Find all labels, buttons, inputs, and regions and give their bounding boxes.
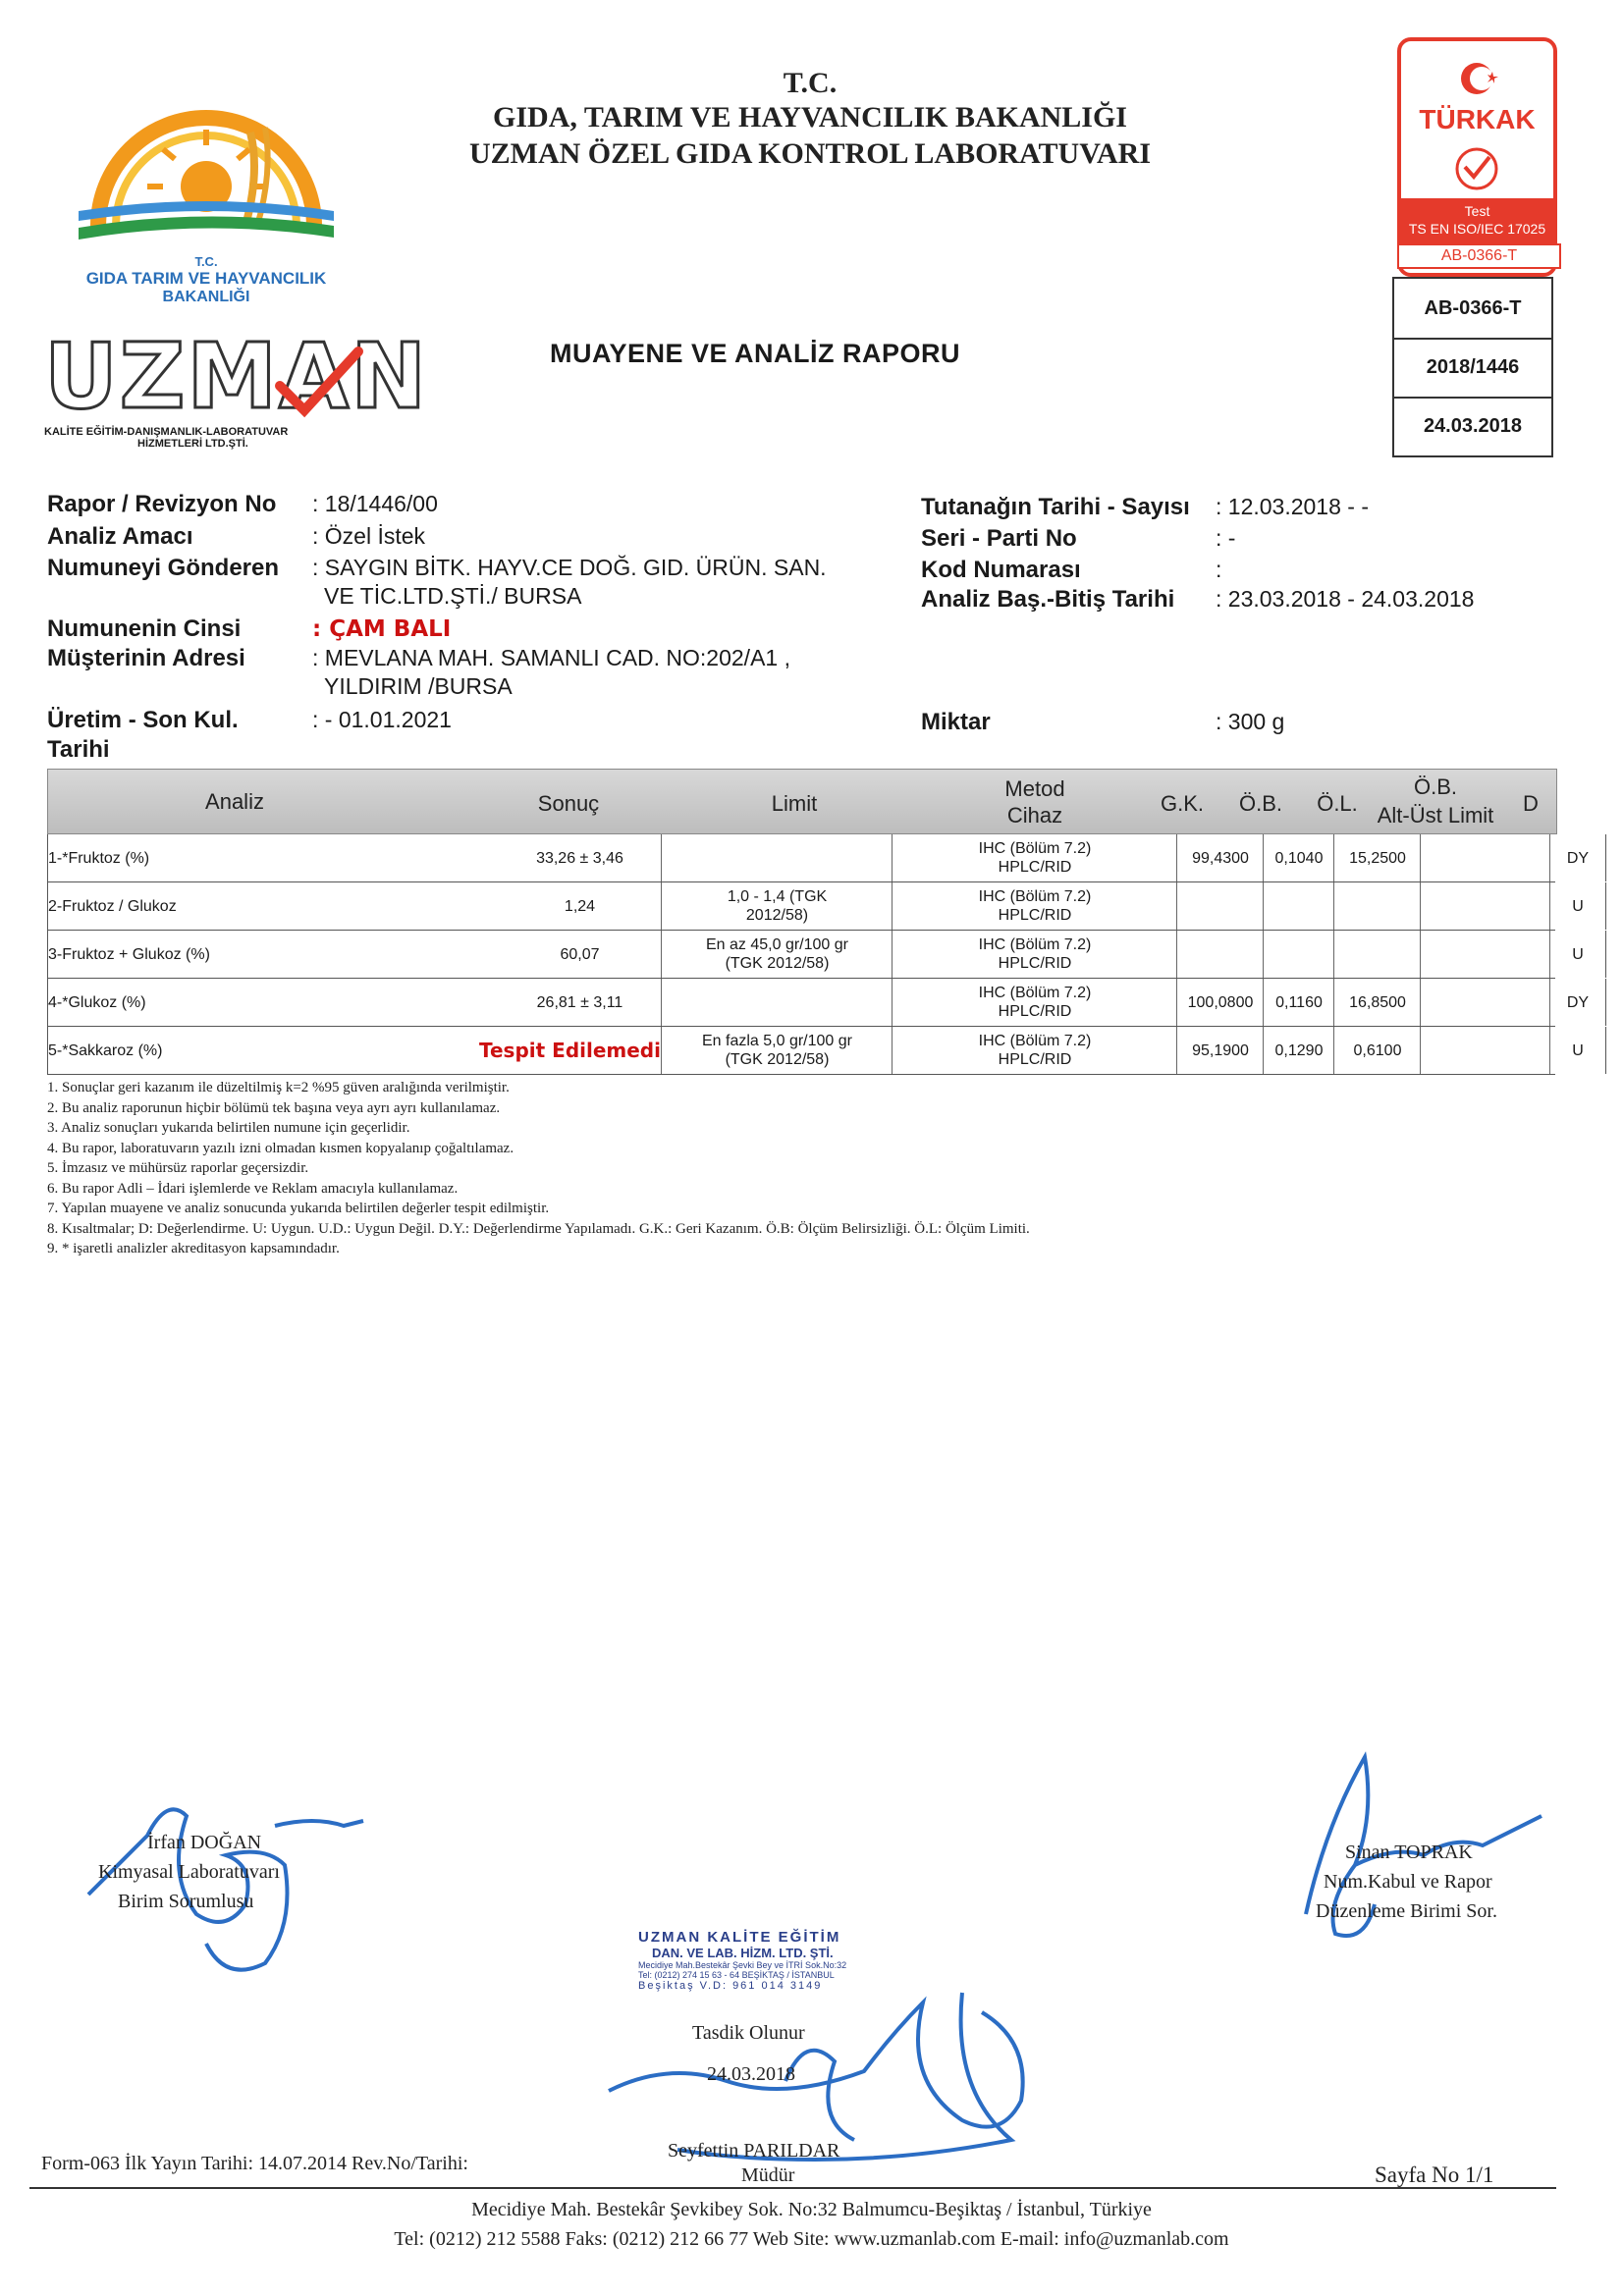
cell-cihaz: HPLC/RID: [998, 955, 1072, 972]
signer-right-dept: Num.Kabul ve Rapor: [1324, 1871, 1492, 1893]
footer-divider: [29, 2187, 1556, 2189]
ministry-logo: [59, 39, 353, 304]
label-uretim-tarihi: Üretim - Son Kul.: [47, 707, 239, 733]
value-analiz-amaci: : Özel İstek: [312, 523, 426, 549]
ministry-emblem-icon: [59, 39, 353, 245]
cell-metod: IHC (Bölüm 7.2): [978, 840, 1092, 857]
cell-metod: IHC (Bölüm 7.2): [978, 985, 1092, 1001]
cell-analiz: 1-*Fruktoz (%): [48, 849, 150, 867]
cell-metod: IHC (Bölüm 7.2): [978, 1033, 1092, 1049]
label-uretim-tarihi-line2: Tarihi: [47, 736, 110, 763]
form-info: Form-063 İlk Yayın Tarihi: 14.07.2014 Rev.No/Tarihi:: [41, 2153, 468, 2174]
th-metod: Metod: [1004, 776, 1065, 801]
report-title: MUAYENE VE ANALİZ RAPORU: [550, 339, 961, 368]
th-ob: Ö.B.: [1238, 791, 1282, 816]
turkak-brand: TÜRKAK: [1419, 104, 1536, 134]
note-item: 5. İmzasız ve mühürsüz raporlar geçersizdir.: [47, 1160, 309, 1176]
value-uretim-tarihi: : - 01.01.2021: [312, 707, 452, 732]
cell-analiz: 5-*Sakkaroz (%): [48, 1041, 163, 1059]
label-miktar: Miktar: [921, 709, 991, 735]
sample-type: ÇAM BALI: [329, 616, 452, 642]
ministry-logo-line2: GIDA TARIM VE HAYVANCILIK: [85, 269, 327, 288]
value-rapor-no: : 18/1446/00: [312, 491, 438, 516]
th-obl: Ö.B.: [1413, 774, 1457, 799]
cell-limit-2: (TGK 2012/58): [725, 1051, 830, 1068]
th-ol: Ö.L.: [1317, 791, 1358, 816]
table-row: [47, 979, 1590, 1027]
cell-sonuc: 1,24: [564, 897, 596, 915]
cell-metod: IHC (Bölüm 7.2): [978, 888, 1092, 905]
table-row: [47, 834, 1590, 882]
note-item: 9. * işaretli analizler akreditasyon kapsamındadır.: [47, 1241, 340, 1256]
value-numune-cinsi: [312, 615, 451, 642]
cell-sonuc: 26,81 ± 3,11: [536, 993, 623, 1011]
footer-contact: Tel: (0212) 212 5588 Faks: (0212) 212 66 77 Web Site: www.uzmanlab.com E-mail: info@uzmanlab.com: [394, 2228, 1229, 2250]
label-rapor-no: Rapor / Revizyon No: [47, 491, 277, 517]
table-header: [47, 769, 1557, 834]
cell-cihaz: HPLC/RID: [998, 1051, 1072, 1068]
report-code-box: [1392, 277, 1553, 457]
cell-limit-2: 2012/58): [745, 907, 809, 924]
cell-limit-2: (TGK 2012/58): [725, 955, 830, 972]
notes-list: [47, 1078, 1030, 1259]
header-line3: UZMAN ÖZEL GIDA KONTROL LABORATUVARI: [468, 137, 1151, 170]
cell-sonuc: 60,07: [560, 945, 600, 963]
cell-analiz: 4-*Glukoz (%): [48, 993, 146, 1011]
cell-cihaz: HPLC/RID: [998, 1003, 1072, 1020]
th-cihaz: Cihaz: [1006, 803, 1063, 828]
stamp-line2: DAN. VE LAB. HİZM. LTD. ŞTİ.: [652, 1946, 834, 1960]
ministry-logo-line3: BAKANLIĞI: [162, 289, 250, 305]
cell-ob: 0,1040: [1274, 849, 1324, 867]
cell-limit: En az 45,0 gr/100 gr: [706, 936, 848, 953]
note-item: 3. Analiz sonuçları yukarıda belirtilen numune için geçerlidir.: [47, 1120, 410, 1136]
cell-d: U: [1572, 1041, 1584, 1059]
turkak-standard: [1397, 198, 1557, 245]
cell-limit: En fazla 5,0 gr/100 gr: [702, 1033, 852, 1049]
value-gonderen: : SAYGIN BİTK. HAYV.CE DOĞ. GID. ÜRÜN. SAN.: [312, 555, 827, 580]
th-d: D: [1523, 791, 1539, 816]
label-numune-cinsi: Numunenin Cinsi: [47, 615, 242, 642]
checkmark-icon: [270, 342, 368, 430]
uzman-logo: [44, 324, 429, 459]
cell-ol: 0,6100: [1353, 1041, 1402, 1059]
note-item: 2. Bu analiz raporunun hiçbir bölümü tek başına veya ayrı ayrı kullanılamaz.: [47, 1099, 501, 1116]
label-analiz-amaci: Analiz Amacı: [47, 523, 193, 550]
value-seri-parti: : -: [1216, 525, 1236, 551]
cell-analiz: 2-Fruktoz / Glukoz: [48, 897, 177, 915]
header-line1: T.C.: [783, 67, 838, 99]
note-item: 6. Bu rapor Adli – İdari işlemlerde ve Reklam amacıyla kullanılamaz.: [47, 1180, 459, 1197]
cell-gk: 99,4300: [1192, 849, 1249, 867]
cell-d: U: [1572, 897, 1584, 915]
cell-ob: 0,1160: [1275, 993, 1323, 1011]
turkak-code: AB-0366-T: [1397, 243, 1561, 269]
th-obl-sub: Alt-Üst Limit: [1377, 803, 1494, 828]
value-miktar: : 300 g: [1216, 709, 1285, 734]
value-kod-numarasi: :: [1216, 557, 1222, 582]
uzman-wordmark: UZMAN: [44, 324, 429, 429]
cell-analiz: 3-Fruktoz + Glukoz (%): [48, 945, 210, 963]
stamp-line4: Tel: (0212) 274 15 63 - 64 BEŞİKTAŞ / İSTANBUL: [638, 1970, 835, 1980]
value-analiz-tarihi: : 23.03.2018 - 24.03.2018: [1216, 586, 1475, 612]
value-musteri-adresi: : MEVLANA MAH. SAMANLI CAD. NO:202/A1 ,: [312, 645, 790, 670]
note-item: 8. Kısaltmalar; D: Değerlendirme. U: Uygun. U.D.: Uygun Değil. D.Y.: Değerlendirme Yapılamadı. G.K.: Geri Kazanım. Ö.B: Ölçüm Belirsizliği. Ö.L: Ölçüm Limiti.: [47, 1220, 1030, 1237]
cell-gk: 95,1900: [1192, 1041, 1249, 1059]
uzman-sub2: HİZMETLERİ LTD.ŞTİ.: [137, 438, 248, 450]
note-item: 7. Yapılan muayene ve analiz sonucunda yukarıda belirtilen değerler tespit edilmiştir.: [47, 1201, 550, 1216]
cell-cihaz: HPLC/RID: [998, 907, 1072, 924]
signature-center-icon: [589, 1973, 1100, 2179]
accreditation-code: AB-0366-T: [1394, 279, 1551, 340]
label-analiz-tarihi: Analiz Baş.-Bitiş Tarihi: [921, 586, 1175, 613]
label-tutanak: Tutanağın Tarihi - Sayısı: [921, 494, 1190, 520]
label-musteri-adresi: Müşterinin Adresi: [47, 645, 245, 671]
label-seri-parti: Seri - Parti No: [921, 525, 1077, 552]
turkak-test: Test: [1464, 203, 1490, 219]
uzman-sub1: KALİTE EĞİTİM-DANIŞMANLIK-LABORATUVAR: [44, 426, 289, 438]
cell-d: DY: [1566, 849, 1590, 867]
cell-limit: 1,0 - 1,4 (TGK: [727, 888, 828, 905]
note-item: 1. Sonuçlar geri kazanım ile düzeltilmiş k=2 %95 güven aralığında verilmiştir.: [47, 1080, 510, 1095]
cell-d: U: [1572, 945, 1584, 963]
cell-ob: 0,1290: [1274, 1041, 1324, 1059]
director-title: Müdür: [741, 2164, 795, 2186]
cell-metod: IHC (Bölüm 7.2): [978, 936, 1092, 953]
label-gonderen: Numuneyi Gönderen: [47, 555, 280, 581]
cell-d: DY: [1566, 993, 1590, 1011]
stamp-line5: Beşiktaş V.D: 961 014 3149: [638, 1980, 823, 1992]
table-row: [47, 931, 1584, 979]
cell-sonuc: 33,26 ± 3,46: [536, 849, 623, 867]
th-analiz: Analiz: [205, 789, 264, 814]
th-gk: G.K.: [1160, 791, 1204, 816]
label-kod-numarasi: Kod Numarası: [921, 557, 1081, 583]
th-sonuc: Sonuç: [537, 791, 600, 816]
signer-right-title: Düzenleme Birimi Sor.: [1316, 1900, 1497, 1922]
stamp-line1: UZMAN KALİTE EĞİTİM: [638, 1929, 841, 1946]
signer-left-name: İrfan DOĞAN: [147, 1832, 262, 1853]
stamp-line3: Mecidiye Mah.Bestekâr Şevki Bey ve İTRİ Sok.No:32: [638, 1960, 847, 1970]
cell-sonuc: Tespit Edilemedi: [479, 1038, 661, 1062]
report-date: 24.03.2018: [1423, 415, 1523, 437]
signer-right-name: Sinan TOPRAK: [1345, 1842, 1473, 1863]
th-limit: Limit: [771, 791, 818, 816]
cell-ol: 16,8500: [1349, 993, 1406, 1011]
ministry-logo-line1: T.C.: [194, 254, 218, 269]
page-number: Sayfa No 1/1: [1375, 2163, 1494, 2187]
approval-date: 24.03.2018: [707, 2063, 795, 2085]
director-name: Seyfettin PARILDAR: [668, 2140, 840, 2162]
signer-left-title: Birim Sorumlusu: [118, 1891, 254, 1912]
table-row: [47, 1027, 1584, 1075]
header-line2: GIDA, TARIM VE HAYVANCILIK BAKANLIĞI: [493, 101, 1127, 133]
value-gonderen-line2: VE TİC.LTD.ŞTİ./ BURSA: [324, 583, 582, 609]
turkak-std: TS EN ISO/IEC 17025: [1408, 221, 1546, 237]
value-numune-prefix: :: [312, 616, 330, 642]
value-tutanak: : 12.03.2018 - -: [1216, 494, 1369, 519]
report-number: 2018/1446: [1394, 338, 1551, 399]
approval-text: Tasdik Olunur: [692, 2022, 805, 2044]
footer-address: Mecidiye Mah. Bestekâr Şevkibey Sok. No:32 Balmumcu-Beşiktaş / İstanbul, Türkiye: [471, 2199, 1152, 2220]
table-row: [47, 882, 1584, 931]
signer-left-dept: Kimyasal Laboratuvarı: [98, 1861, 280, 1883]
note-item: 4. Bu rapor, laboratuvarın yazılı izni olmadan kısmen kopyalanıp çoğaltılamaz.: [47, 1140, 514, 1156]
value-musteri-adresi-line2: YILDIRIM /BURSA: [324, 673, 513, 699]
cell-cihaz: HPLC/RID: [998, 859, 1072, 876]
cell-ol: 15,2500: [1349, 849, 1406, 867]
cell-gk: 100,0800: [1187, 993, 1254, 1011]
